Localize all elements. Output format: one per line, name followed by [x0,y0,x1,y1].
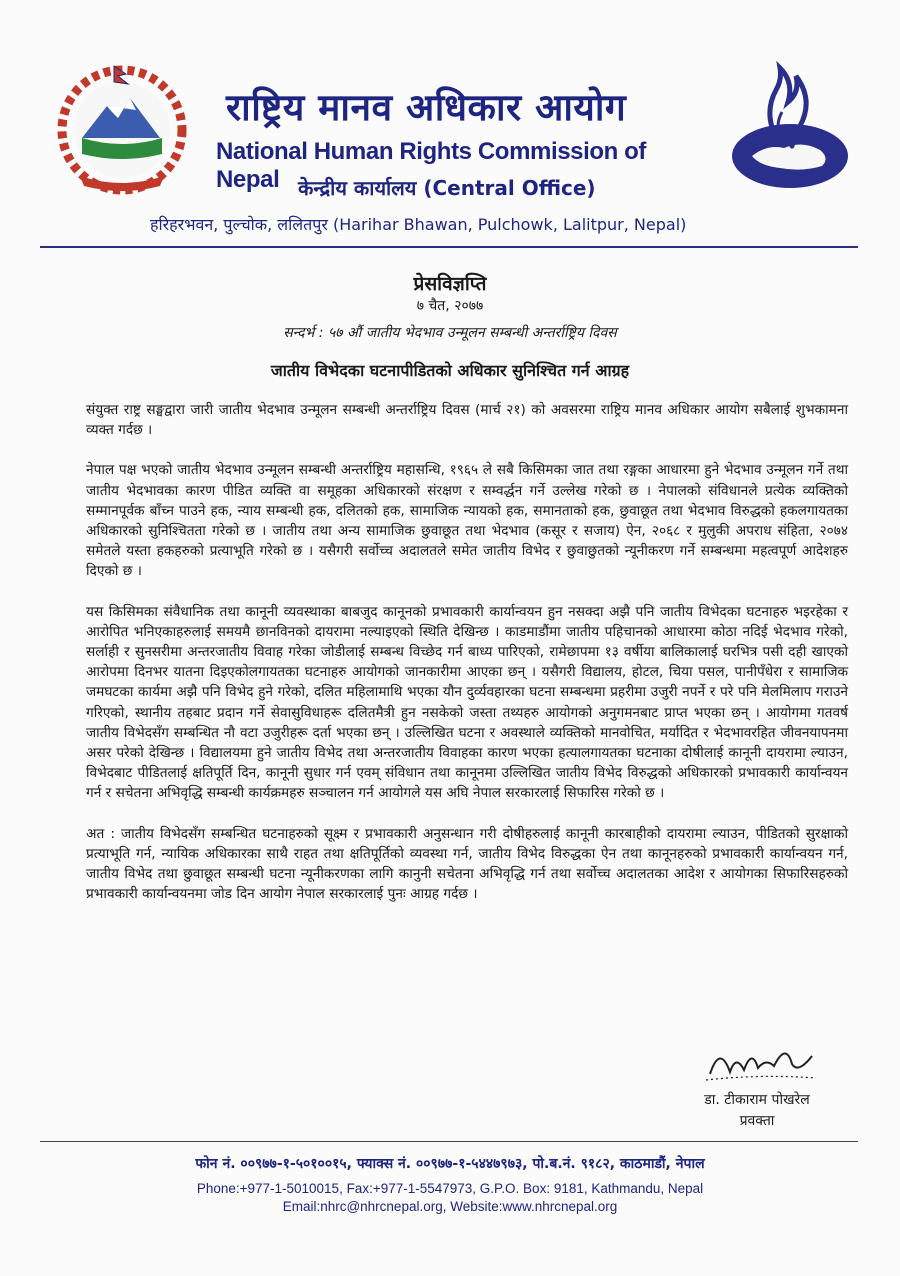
handwritten-signature [700,1034,820,1094]
footer-phone-line: Phone:+977-1-5010015, Fax:+977-1-5547973, G.P.O. Box: 9181, Kathmandu, Nepal [196,1181,704,1196]
footer-divider [40,1141,858,1142]
paragraph: यस किसिमका संवैधानिक तथा कानूनी व्यवस्थाका बाबजुद कानूनको प्रभावकारी कार्यान्वयन हुन नसक्दा अझै पनि जातीय विभेदका घटनाहरु भइरहेका र आरोपित भनिएकाहरुलाई समयमै छानविनको दायरामा नल्याइएको स्थिति देखिन्छ । काडमाडौंमा जातीय पहिचानको आधारमा कोठा नदिई भेदभाव गरेको, सर्लाही र सुनसरीमा अन्तरजातीय विवाह गरेका जोडीलाई सम्बन्ध विच्छेद गर्न बाध्य पारिएको, रामेछापमा १३ वर्षीया बालिकालाई घरभित्र पसी दही खाएको आरोपमा दिनभर यातना दिइएकोलगायतका घटनाहरु आयोगको जानकारीमा आएका छन् । यसैगरी विद्यालय, होटल, चिया पसल, पानीपँधेरा र सामाजिक जमघटका कार्यमा अझै पनि विभेद हुने गरेको, दलित महिलामाथि भएका यौन दुर्व्यवहारका घटना सम्बन्धमा प्रहरीमा उजुरी नपर्ने र परे पनि मेलमिलाप गराउने गरिएको, स्थानीय तहबाट प्रदान गर्ने सेवासुविधाहरू दलितमैत्री हुन नसकेको जस्ता तथ्यहरु आयोगको अनुगमनबाट प्राप्त भएका छन् । आयोगमा गतवर्ष जातीय विभेदसँग सम्बन्धित नौ वटा उजुरीहरू दर्ता भएका छन् । उल्लिखित घटना र अवस्थाले व्यक्तिको मानवोचित, मर्यादित र भेदभावरहित जीवनयापनमा असर परेको देखिन्छ । विद्यालयमा हुने जातीय विभेद तथा अन्तरजातीय विवाहका कारण भएका हत्यालगायतका घटनाका दोषीलाई कानूनी दायरामा ल्याउन, विभेदबाट पीडितलाई क्षतिपूर्ति दिन, कानूनी सुधार गर्न एवम् संविधान तथा कानूनमा उल्लिखित जातीय विभेद विरुद्धको अधिकारको प्रभावकारी कार्यान्वयन गर्न र सचेतना अभिवृद्धि सम्बन्धी कार्यक्रमहरु सञ्चालन गर्न आयोगले यस अघि नेपाल सरकारलाई सिफारिस गरेको छ । [86,603,848,802]
office-name: केन्द्रीय कार्यालय (Central Office) [298,176,596,200]
release-context: सन्दर्भ : ५७ औं जातीय भेदभाव उन्मूलन सम्बन्धी अन्तर्राष्ट्रिय दिवस [283,325,617,341]
office-address: हरिहरभवन, पुल्चोक, ललितपुर (Harihar Bhawan, Pulchowk, Lalitpur, Nepal) [150,215,687,234]
footer-contact-nepali: फोन नं. ००९७७-१-५०१००१५, फ्याक्स नं. ००९७७-१-५४४७९७३, पो.ब.नं. ९१८२, काठमाडौं, नेपाल [195,1156,705,1172]
commission-name-nepali: राष्ट्रिय मानव अधिकार आयोग [226,86,627,129]
release-date: ७ चैत, २०७७ [416,298,484,314]
release-headline: जातीय विभेदका घटनापीडितको अधिकार सुनिश्चित गर्न आग्रह [270,361,630,380]
paragraph: नेपाल पक्ष भएको जातीय भेदभाव उन्मूलन सम्बन्धी अन्तर्राष्ट्रिय महासन्धि, १९६५ ले सबै किसिमका जात तथा रङ्गका आधारमा हुने भेदभाव उन्मूलन गर्ने तथा जातीय भेदभावका कारण पीडित व्यक्ति वा समूहका अधिकारको संरक्षण र सम्वर्द्धन गर्ने उल्लेख गरेको छ । नेपालको संविधानले प्रत्येक व्यक्तिको सम्मानपूर्वक बाँच्न पाउने हक, न्याय सम्बन्धी हक, दलितको हक, सामाजिक न्यायको हक, समानताको हक, छुवाछूत तथा भेदभाव विरुद्धको हकलगायतका अधिकारको सुनिश्चितता गरेको छ । जातीय तथा अन्य सामाजिक छुवाछूत तथा भेदभाव (कसूर र सजाय) ऐन, २०६८ र मुलुकी अपराध संहिता, २०७४ समेतले यस्ता हकहरुको प्रत्याभूति गरेको छ । यसैगरी सर्वोच्च अदालतले समेत जातीय विभेद र छुवाछुतको न्यूनीकरण गर्ने सम्बन्धमा महत्वपूर्ण आदेशहरु दिएको छ । [86,462,848,580]
release-body [86,400,848,924]
signatory-role: प्रवक्ता [739,1113,775,1129]
commission-name-english: National Human Rights Commission of Nepal [216,138,647,193]
paragraph: अत : जातीय विभेदसँग सम्बन्धित घटनाहरुको सूक्ष्म र प्रभावकारी अनुसन्धान गरी दोषीहरुलाई कानूनी कारबाहीको दायरामा ल्याउन, पीडितको सुरक्षाको प्रत्याभूति गर्न, न्यायिक अधिकारका साथै राहत तथा क्षतिपूर्तिको व्यवस्था गर्न, जातीय विभेद विरुद्धका ऐन तथा कानूनहरुको प्रभावकारी कार्यान्वयन गर्न, जातीय विभेद तथा छुवाछूत सम्बन्धी घटना न्यूनीकरणका लागि कानुनी सचेतना अभिवृद्धि गर्न तथा सर्वोच्च अदालतका आदेश र आयोगका सिफारिसहरुको प्रभावकारी कार्यान्वयनमा जोड दिन आयोग नेपाल सरकारलाई पुनः आग्रह गर्दछ । [86,825,848,903]
paragraph: संयुक्त राष्ट्र सङ्घद्वारा जारी जातीय भेदभाव उन्मूलन सम्बन्धी अन्तर्राष्ट्रिय दिवस (मार्च २१) को अवसरमा राष्ट्रिय मानव अधिकार आयोग सबैलाई शुभकामना व्यक्त गर्दछ । [86,402,848,439]
footer-contact-english [0,1180,900,1216]
signatory-block [672,1090,842,1132]
release-title: प्रेसविज्ञप्ति [413,273,487,295]
nhrc-flame-logo-icon [722,56,852,196]
nepal-emblem-icon [52,58,192,198]
signatory-name: डा. टीकाराम पोखरेल [704,1092,810,1108]
footer-web-line: Email:nhrc@nhrcnepal.org, Website:www.nhrcnepal.org [282,1199,618,1214]
letterhead-divider [40,246,858,248]
